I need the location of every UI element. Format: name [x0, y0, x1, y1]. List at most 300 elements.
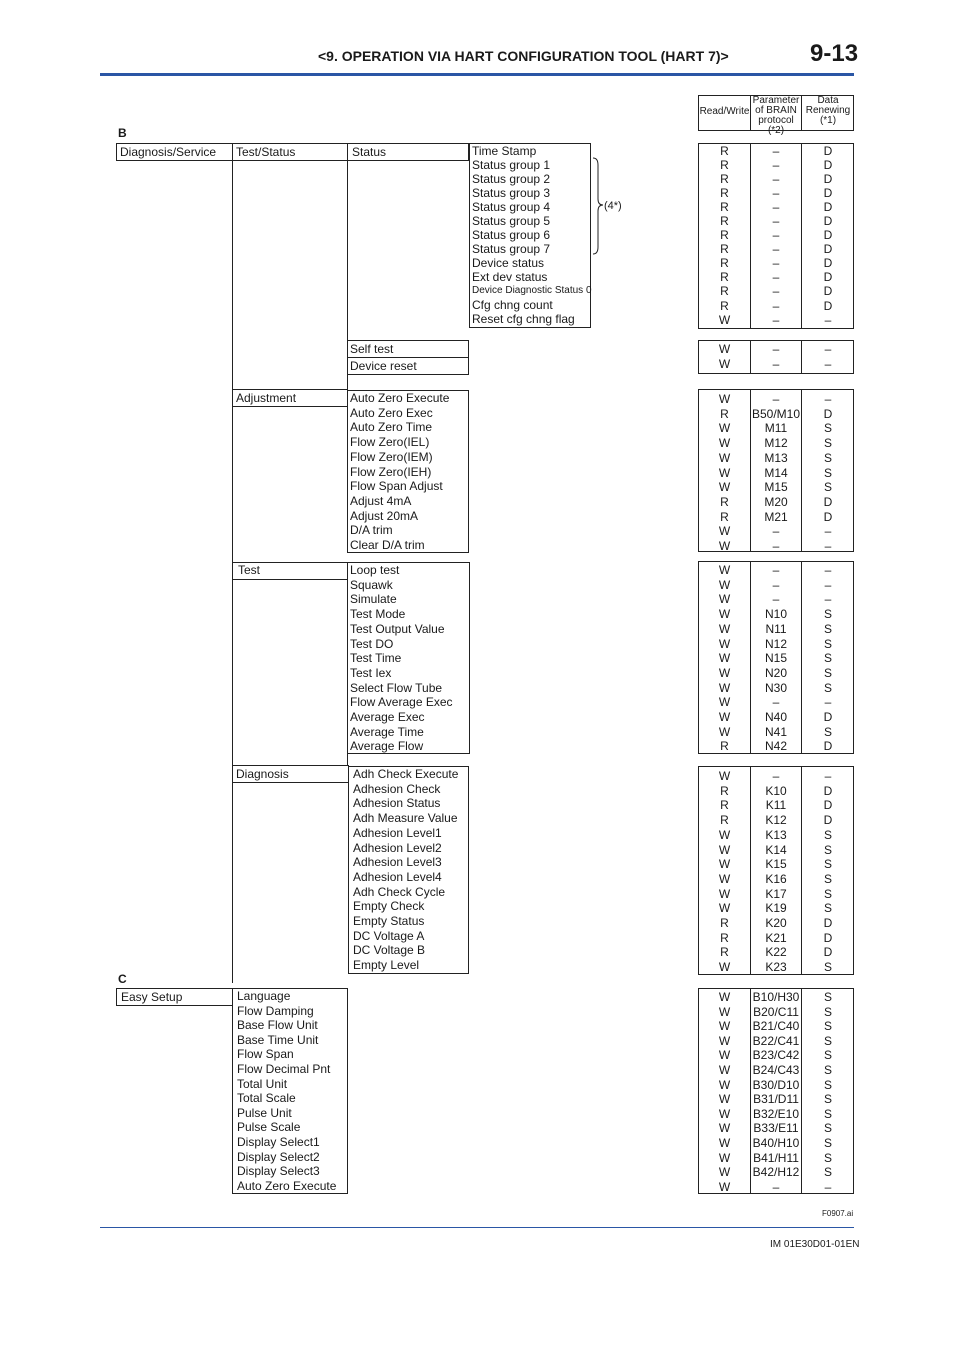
table-cell-brain: M20	[764, 494, 788, 509]
table-column-renew	[802, 392, 854, 554]
column-header-renew: Data Renewing (*1)	[805, 95, 851, 126]
easy-setup-item[interactable]: Flow Span	[237, 1047, 294, 1062]
test-items	[350, 563, 453, 754]
status-item[interactable]: Status group 3	[472, 186, 551, 200]
table-column-rw	[699, 144, 750, 327]
easy-setup-item[interactable]: Total Scale	[237, 1091, 296, 1106]
table-cell-brain: N42	[764, 739, 787, 754]
status-item[interactable]: Device status	[472, 256, 545, 270]
table-cell-brain: B41/H11	[753, 1150, 799, 1165]
table-cell-brain: –	[772, 200, 780, 215]
table-cell-renew: –	[824, 577, 832, 592]
table-cell-renew: S	[823, 651, 832, 666]
table-cell-rw: W	[718, 1092, 731, 1107]
table-column-brain	[750, 769, 802, 975]
test-item[interactable]: Squawk	[350, 577, 393, 592]
diagnosis-item[interactable]: Adhesion Status	[353, 796, 441, 811]
table-cell-brain: N12	[764, 636, 787, 651]
diagnosis-item[interactable]: Empty Status	[353, 914, 425, 929]
table-cell-brain: K12	[765, 813, 787, 828]
table-cell-renew: D	[823, 200, 833, 215]
table-cell-brain: K23	[765, 960, 787, 975]
menu-easy-setup[interactable]	[116, 988, 233, 1006]
table-cell-renew: S	[823, 1135, 832, 1150]
menu-adjustment-label: Adjustment	[236, 391, 297, 405]
table-cell-rw: W	[718, 436, 731, 451]
table-cell-renew: –	[824, 342, 832, 356]
table-cell-brain: B33/E11	[753, 1121, 799, 1136]
status-item[interactable]: Reset cfg chng flag	[472, 312, 575, 326]
test-item[interactable]: Loop test	[350, 563, 400, 577]
table-cell-rw: R	[720, 406, 729, 421]
adjustment-item[interactable]: Flow Zero(IEM)	[350, 449, 433, 464]
adjustment-item[interactable]: Flow Span Adjust	[350, 479, 443, 494]
table-column-rw	[699, 990, 750, 1194]
table-column-rw	[699, 769, 750, 975]
test-item[interactable]: Average Flow	[350, 739, 424, 754]
diagnosis-item[interactable]: DC Voltage A	[353, 928, 425, 943]
table-cell-rw: W	[718, 465, 731, 480]
table-cell-brain: –	[772, 392, 780, 406]
table-cell-rw: W	[718, 1048, 731, 1063]
table-cell-brain: N15	[764, 651, 787, 666]
table-column-rw	[699, 392, 750, 554]
table-cell-rw: W	[718, 1121, 731, 1136]
table-cell-renew: –	[824, 312, 832, 327]
table-column-brain	[750, 144, 802, 327]
table-cell-renew: S	[823, 421, 832, 436]
test-item[interactable]: Test DO	[350, 636, 394, 651]
adjustment-item[interactable]: Adjust 20mA	[350, 508, 419, 523]
menu-device-reset-label: Device reset	[350, 359, 417, 373]
status-item[interactable]: Ext dev status	[472, 270, 548, 284]
table-cell-rw: W	[718, 901, 731, 916]
menu-diagnosis-service[interactable]	[116, 143, 233, 161]
table-cell-rw: W	[718, 710, 731, 725]
table-cell-rw: R	[720, 200, 729, 215]
table-cell-brain: K19	[765, 901, 787, 916]
table-cell-renew: S	[823, 480, 832, 495]
table-cell-rw: W	[718, 1004, 731, 1019]
adjustment-item[interactable]: Adjust 4mA	[350, 493, 412, 508]
table-cell-renew: S	[823, 436, 832, 451]
table-cell-rw: W	[718, 392, 731, 406]
test-item[interactable]: Simulate	[350, 592, 397, 607]
adjustment-item[interactable]: Auto Zero Execute	[350, 391, 450, 405]
table-column-brain	[750, 563, 802, 754]
table-cell-renew: –	[824, 539, 832, 554]
table-cell-renew: D	[823, 739, 833, 754]
table-cell-rw: R	[720, 916, 729, 931]
table-cell-brain: N41	[764, 724, 787, 739]
table-cell-rw: W	[718, 827, 731, 842]
status-item[interactable]: Status group 2	[472, 172, 551, 186]
diagnosis-item[interactable]: Empty Check	[353, 899, 425, 914]
table-cell-brain: –	[772, 172, 780, 187]
table-cell-brain: –	[772, 144, 780, 158]
table-cell-rw: W	[718, 651, 731, 666]
table-cell-renew: D	[823, 158, 833, 173]
table-cell-brain: M21	[764, 509, 788, 524]
easy-setup-item[interactable]: Display Select3	[237, 1164, 320, 1179]
table-cell-renew: D	[823, 270, 833, 285]
table-cell-brain: –	[772, 563, 780, 577]
table-cell-renew: S	[823, 1033, 832, 1048]
table-cell-renew: S	[823, 886, 832, 901]
table-cell-rw: W	[718, 1179, 731, 1194]
table-cell-rw: W	[718, 1062, 731, 1077]
table-cell-rw: R	[720, 945, 729, 960]
test-item[interactable]: Average Exec	[350, 710, 425, 725]
tree-connector	[347, 160, 348, 341]
diagnosis-items	[353, 767, 458, 973]
table-cell-rw: W	[718, 886, 731, 901]
table-cell-rw: W	[718, 1019, 731, 1034]
table-cell-brain: M14	[764, 465, 788, 480]
menu-self-test-label: Self test	[350, 342, 394, 356]
table-cell-renew: S	[823, 1062, 832, 1077]
table-cell-renew: D	[823, 284, 833, 299]
status-item[interactable]: Cfg chng count	[472, 298, 553, 312]
table-column-renew	[802, 342, 854, 371]
status-item[interactable]: Status group 5	[472, 214, 551, 228]
table-cell-brain: B50/M10	[751, 406, 801, 421]
table-cell-brain: –	[772, 342, 780, 356]
table-cell-brain: B23/C42	[752, 1048, 800, 1063]
table-cell-brain: B24/C43	[752, 1062, 800, 1077]
table-cell-rw: R	[720, 783, 729, 798]
table-cell-brain: N20	[764, 665, 787, 680]
table-cell-renew: S	[823, 607, 832, 622]
table-cell-renew: S	[823, 636, 832, 651]
menu-self-test[interactable]	[347, 340, 469, 358]
adjustment-item[interactable]: Clear D/A trim	[350, 538, 425, 553]
table-cell-rw: W	[718, 539, 731, 554]
table-cell-brain: B32/E10	[752, 1106, 800, 1121]
table-cell-renew: S	[823, 1121, 832, 1136]
table-cell-renew: D	[823, 798, 833, 813]
easy-setup-item[interactable]: Flow Decimal Pnt	[237, 1061, 331, 1076]
status-item[interactable]: Status group 6	[472, 228, 551, 242]
table-cell-rw: W	[718, 665, 731, 680]
test-item[interactable]: Test Mode	[350, 607, 406, 622]
table-cell-brain: K20	[765, 916, 787, 931]
table-cell-renew: –	[824, 769, 832, 783]
table-cell-renew: S	[823, 1077, 832, 1092]
table-cell-renew: S	[823, 871, 832, 886]
table-cell-renew: –	[824, 563, 832, 577]
easy-setup-item[interactable]: Display Select2	[237, 1149, 320, 1164]
table-cell-brain: –	[772, 242, 780, 257]
table-cell-rw: W	[718, 342, 731, 356]
easy-setup-item[interactable]: Base Flow Unit	[237, 1018, 318, 1033]
test-item[interactable]: Select Flow Tube	[350, 680, 443, 695]
menu-diagnosis-label: Diagnosis	[236, 767, 289, 781]
menu-test[interactable]	[232, 562, 348, 580]
diagnosis-item[interactable]: Adhesion Level1	[353, 825, 442, 840]
table-cell-brain: B31/D11	[753, 1092, 799, 1107]
header-rule	[100, 73, 854, 76]
table-cell-brain: –	[772, 228, 780, 243]
diagnosis-item[interactable]: Adh Check Cycle	[353, 884, 446, 899]
header-title: <9. OPERATION VIA HART CONFIGURATION TOOL (HART 7)>	[318, 48, 729, 64]
easy-setup-items	[237, 989, 336, 1193]
table-cell-rw: R	[720, 242, 729, 257]
table-cell-renew: –	[824, 356, 832, 371]
table-cell-brain: B42/H12	[752, 1165, 800, 1180]
test-item[interactable]: Test Time	[350, 651, 402, 666]
table-cell-brain: –	[772, 186, 780, 201]
table-cell-rw: W	[718, 1135, 731, 1150]
table-cell-renew: D	[823, 256, 833, 271]
table-cell-rw: R	[720, 798, 729, 813]
table-column-renew	[802, 144, 854, 327]
adjustment-item[interactable]: Auto Zero Exec	[350, 405, 433, 420]
table-column-renew	[802, 769, 854, 975]
figure-id: F0907.ai	[822, 1209, 854, 1218]
status-items	[472, 144, 592, 326]
table-cell-rw: R	[720, 144, 729, 158]
table-cell-rw: W	[718, 577, 731, 592]
table-cell-rw: W	[718, 769, 731, 783]
test-item[interactable]: Test Iex	[350, 665, 392, 680]
diagnosis-item[interactable]: Adhesion Check	[353, 781, 441, 796]
table-cell-rw: R	[720, 228, 729, 243]
diagnosis-item[interactable]: Adhesion Level2	[353, 840, 442, 855]
table-cell-rw: W	[718, 592, 731, 607]
table-cell-rw: R	[720, 284, 729, 299]
table-cell-rw: W	[718, 524, 731, 539]
table-cell-brain: M11	[764, 421, 788, 436]
page-number: 9-13	[810, 40, 859, 67]
table-cell-brain: –	[772, 270, 780, 285]
menu-status-label: Status	[352, 145, 387, 159]
table-cell-brain: –	[772, 577, 780, 592]
table-cell-brain: –	[772, 769, 780, 783]
table-cell-renew: D	[823, 214, 833, 229]
table-cell-rw: W	[718, 680, 731, 695]
table-cell-brain: –	[772, 298, 780, 313]
table-cell-brain: K13	[765, 827, 787, 842]
table-cell-renew: D	[823, 916, 833, 931]
table-cell-brain: –	[772, 524, 780, 539]
table-cell-renew: S	[823, 1004, 832, 1019]
table-cell-rw: W	[718, 960, 731, 975]
table-cell-brain: N11	[765, 621, 787, 636]
table-cell-renew: –	[824, 1179, 832, 1194]
table-cell-brain: –	[772, 158, 780, 173]
table-cell-brain: B30/D10	[752, 1077, 800, 1092]
table-cell-renew: S	[823, 1092, 832, 1107]
menu-device-reset[interactable]	[347, 357, 469, 375]
table-cell-brain: –	[772, 312, 780, 327]
table-cell-rw: W	[718, 636, 731, 651]
table-cell-renew: S	[823, 680, 832, 695]
easy-setup-item[interactable]: Display Select1	[237, 1134, 320, 1149]
easy-setup-item[interactable]: Pulse Scale	[237, 1120, 301, 1135]
table-cell-brain: –	[772, 539, 780, 554]
table-cell-rw: W	[718, 1106, 731, 1121]
section-c-label: C	[118, 972, 127, 986]
adjustment-item[interactable]: D/A trim	[350, 523, 393, 538]
table-cell-rw: W	[718, 842, 731, 857]
table-column-rw	[699, 563, 750, 754]
footer-rule	[100, 1227, 854, 1228]
table-cell-rw: W	[718, 312, 731, 327]
test-item[interactable]: Flow Average Exec	[350, 695, 453, 710]
diagnosis-item[interactable]: Empty Level	[353, 958, 420, 973]
table-cell-renew: D	[823, 172, 833, 187]
easy-setup-item[interactable]: Total Unit	[237, 1076, 288, 1091]
table-cell-renew: S	[823, 1106, 832, 1121]
table-cell-brain: K22	[765, 945, 787, 960]
table-cell-brain: –	[772, 592, 780, 607]
menu-diagnosis-service-label: Diagnosis/Service	[120, 145, 217, 159]
table-cell-renew: D	[823, 710, 833, 725]
table-cell-rw: R	[720, 256, 729, 271]
menu-diagnosis[interactable]	[232, 765, 349, 783]
table-cell-rw: W	[718, 1150, 731, 1165]
table-cell-rw: W	[718, 450, 731, 465]
table-cell-renew: S	[823, 827, 832, 842]
menu-test-status-label: Test/Status	[236, 145, 296, 159]
table-cell-rw: R	[720, 270, 729, 285]
table-cell-rw: R	[720, 739, 729, 754]
test-item[interactable]: Test Output Value	[350, 621, 445, 636]
table-cell-renew: S	[823, 465, 832, 480]
table-cell-renew: D	[823, 406, 833, 421]
table-column-rw	[699, 342, 750, 371]
table-cell-rw: R	[720, 813, 729, 828]
doc-id: IM 01E30D01-01EN	[770, 1239, 860, 1250]
table-column-brain	[750, 990, 802, 1194]
table-cell-brain: B20/C11	[753, 1004, 799, 1019]
status-item[interactable]: Time Stamp	[472, 144, 537, 158]
table-cell-renew: D	[823, 945, 833, 960]
status-group-note: (4*)	[604, 200, 622, 212]
status-item[interactable]: Status group 1	[472, 158, 551, 172]
diagnosis-item[interactable]: Adh Measure Value	[353, 811, 458, 826]
table-cell-brain: K17	[765, 886, 787, 901]
status-item[interactable]: Status group 7	[472, 242, 551, 256]
table-cell-renew: D	[823, 509, 833, 524]
table-cell-brain: –	[772, 695, 780, 710]
diagnosis-item[interactable]: Adhesion Level3	[353, 855, 442, 870]
status-item[interactable]: Device Diagnostic Status 0	[472, 285, 592, 296]
tree-connector	[232, 389, 233, 983]
table-cell-renew: D	[823, 186, 833, 201]
table-cell-rw: W	[718, 563, 731, 577]
table-cell-renew: S	[823, 990, 832, 1004]
table-cell-rw: W	[718, 724, 731, 739]
table-cell-brain: –	[772, 1179, 780, 1194]
table-cell-brain: N10	[764, 607, 787, 622]
table-cell-brain: –	[772, 284, 780, 299]
table-column-brain	[750, 342, 802, 371]
table-cell-renew: S	[823, 1150, 832, 1165]
table-cell-renew: S	[823, 960, 832, 975]
table-cell-renew: –	[824, 392, 832, 406]
section-b-label: B	[118, 126, 127, 140]
table-cell-brain: –	[772, 256, 780, 271]
menu-easy-setup-label: Easy Setup	[121, 990, 183, 1004]
table-cell-rw: W	[718, 1077, 731, 1092]
table-cell-brain: N30	[764, 680, 787, 695]
table-cell-rw: W	[718, 695, 731, 710]
table-cell-brain: B10/H30	[752, 990, 800, 1004]
table-cell-renew: D	[823, 228, 833, 243]
table-cell-brain: M15	[764, 480, 788, 495]
table-cell-brain: K10	[765, 783, 787, 798]
column-header-rw: Read/Write	[699, 106, 750, 117]
table-cell-rw: W	[718, 621, 731, 636]
table-cell-renew: –	[824, 695, 832, 710]
menu-test-label: Test	[238, 563, 261, 577]
tree-connector	[232, 160, 233, 390]
adjustment-item[interactable]: Flow Zero(IEL)	[350, 435, 430, 450]
menu-test-status[interactable]	[232, 143, 348, 161]
status-item[interactable]: Status group 4	[472, 200, 551, 214]
table-cell-renew: S	[823, 901, 832, 916]
table-cell-renew: S	[823, 1048, 832, 1063]
table-cell-brain: M12	[764, 436, 788, 451]
diagnosis-item[interactable]: DC Voltage B	[353, 943, 426, 958]
table-cell-brain: B21/C40	[752, 1019, 800, 1034]
table-cell-brain: K15	[765, 857, 787, 872]
table-cell-renew: S	[823, 842, 832, 857]
menu-adjustment[interactable]	[232, 389, 348, 407]
easy-setup-item[interactable]: Pulse Unit	[237, 1105, 292, 1120]
table-cell-renew: S	[823, 450, 832, 465]
table-cell-brain: –	[772, 214, 780, 229]
table-cell-rw: R	[720, 186, 729, 201]
table-cell-brain: K14	[765, 842, 787, 857]
easy-setup-item[interactable]: Auto Zero Execute	[237, 1178, 337, 1193]
table-cell-renew: D	[823, 813, 833, 828]
table-cell-rw: R	[720, 494, 729, 509]
table-cell-renew: –	[824, 524, 832, 539]
diagnosis-item[interactable]: Adhesion Level4	[353, 869, 442, 884]
easy-setup-item[interactable]: Flow Damping	[237, 1003, 314, 1018]
table-cell-brain: N40	[764, 710, 787, 725]
column-header-brain: Parameter of BRAIN protocol (*2)	[752, 95, 800, 136]
table-cell-rw: R	[720, 172, 729, 187]
table-column-brain	[750, 392, 802, 554]
table-cell-rw: R	[720, 158, 729, 173]
table-cell-renew: –	[824, 592, 832, 607]
table-cell-rw: W	[718, 871, 731, 886]
table-cell-renew: D	[823, 783, 833, 798]
adjustment-item[interactable]: Flow Zero(IEH)	[350, 464, 432, 479]
menu-status[interactable]	[347, 143, 469, 161]
table-cell-renew: D	[823, 298, 833, 313]
easy-setup-item[interactable]: Base Time Unit	[237, 1032, 319, 1047]
table-cell-renew: S	[823, 1165, 832, 1180]
table-cell-renew: D	[823, 144, 833, 158]
table-column-renew	[802, 990, 854, 1194]
table-cell-brain: –	[772, 356, 780, 371]
adjustment-item[interactable]: Auto Zero Time	[350, 420, 433, 435]
diagnosis-item[interactable]: Adh Check Execute	[353, 767, 459, 781]
adjustment-items	[350, 391, 449, 553]
table-cell-brain: K21	[765, 930, 787, 945]
easy-setup-item[interactable]: Language	[237, 989, 291, 1003]
table-cell-rw: R	[720, 930, 729, 945]
table-cell-renew: S	[823, 724, 832, 739]
table-cell-rw: R	[720, 509, 729, 524]
table-cell-rw: W	[718, 857, 731, 872]
test-item[interactable]: Average Time	[350, 724, 424, 739]
